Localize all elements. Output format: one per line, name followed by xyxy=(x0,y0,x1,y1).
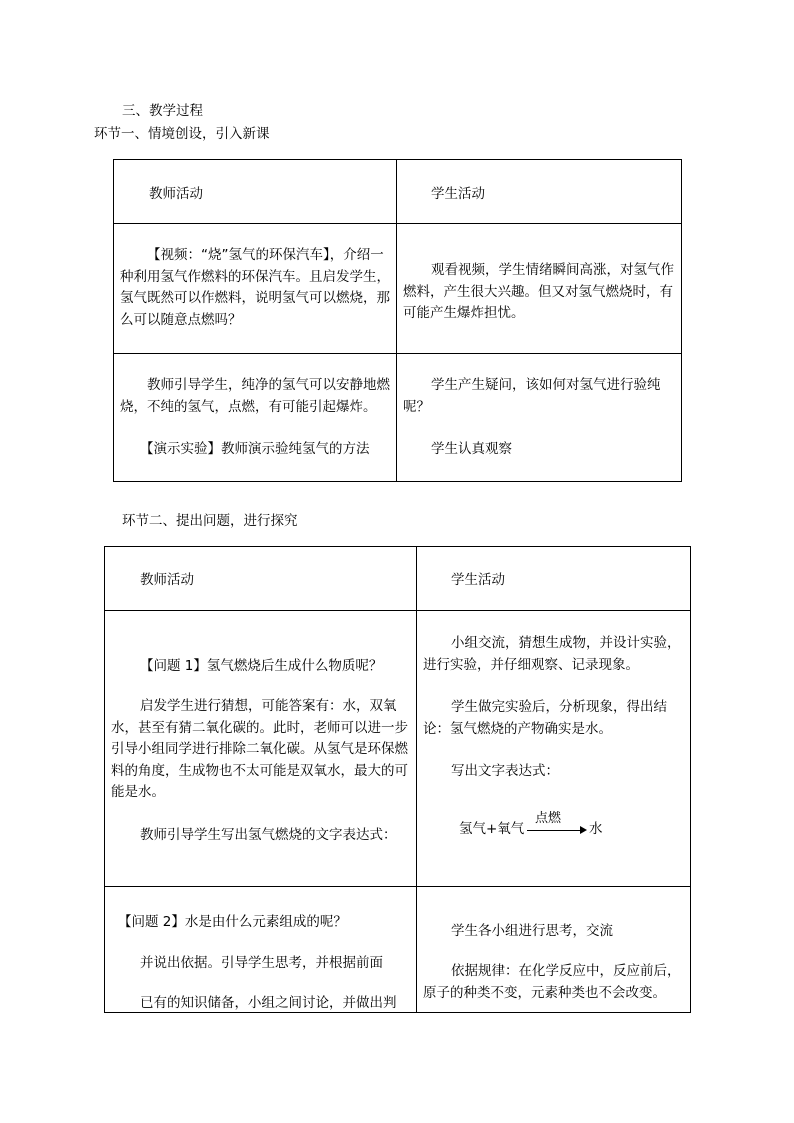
table-row xyxy=(105,887,691,1013)
teacher-cell xyxy=(105,887,417,1013)
header-teacher: 教师活动 xyxy=(149,186,203,202)
teacher-cell xyxy=(105,611,417,887)
equation-reactants: 氢气+氧气 xyxy=(459,821,525,837)
question-1: 【问题 1】氢气燃烧后生成什么物质呢？ xyxy=(140,658,383,674)
table-header-row xyxy=(114,160,682,224)
header-student: 学生活动 xyxy=(431,186,485,202)
row1-student-prompt: 写出文字表达式： xyxy=(451,763,559,779)
row1-teacher-text: 【视频：“烧”氢气的环保汽车】，介绍一种利用氢气作燃料的环保汽车。且启发学生，氢气既然可以作燃料，说明氢气可以燃烧，那么可以随意点燃吗？ xyxy=(120,247,390,328)
row1-teacher-text: 启发学生进行猜想，可能答案有：水，双氧水，甚至有猜二氧化碳的。此时，老师可以进一步引导小组同学进行排除二氧化碳。从氢气是环保燃料的角度，生成物也不太可能是双氧水，最大的可能是水。 xyxy=(111,698,408,800)
header-student: 学生活动 xyxy=(451,572,505,588)
row1-student-text: 小组交流，猜想生成物，并设计实验，进行实验，并仔细观察、记录现象。 xyxy=(423,635,681,673)
row2-student-text: 学生各小组进行思考，交流 xyxy=(451,923,613,939)
section-title: 三、教学过程 xyxy=(122,103,203,119)
stage1-heading: 环节一、情境创设，引入新课 xyxy=(94,126,270,142)
table-row xyxy=(114,354,682,482)
row1-student-conclusion: 学生做完实验后，分析现象，得出结论：氢气燃烧的产物确实是水。 xyxy=(423,699,667,737)
teacher-cell xyxy=(114,354,397,482)
stage2-heading: 环节二、提出问题，进行探究 xyxy=(122,513,298,529)
teacher-cell xyxy=(114,224,397,354)
row2-teacher-text: 并说出依据。引导学生思考，并根据前面 xyxy=(140,955,383,971)
header-cell xyxy=(397,160,682,224)
row2-teacher-text-cont: 已有的知识储备，小组之间讨论，并做出判 xyxy=(140,995,397,1011)
question-2: 【问题 2】水是由什么元素组成的呢？ xyxy=(118,914,347,930)
table-header-row xyxy=(105,547,691,611)
row2-student-rule: 依据规律：在化学反应中，反应前后，原子的种类不变，元素种类也不会改变。 xyxy=(423,963,681,1001)
reaction-arrow-line xyxy=(527,830,581,831)
row1-student-text: 观看视频，学生情绪瞬间高涨，对氢气作燃料，产生很大兴趣。但又对氢气燃烧时，有可能产生爆炸担忧。 xyxy=(403,262,674,321)
row2-student-text: 学生产生疑问，该如何对氢气进行验纯呢？ xyxy=(403,377,661,415)
student-cell xyxy=(397,224,682,354)
table-row xyxy=(114,224,682,354)
student-cell xyxy=(417,611,691,887)
row2-student-observe: 学生认真观察 xyxy=(431,441,512,457)
row2-teacher-text: 教师引导学生，纯净的氢气可以安静地燃烧，不纯的氢气，点燃，有可能引起爆炸。 xyxy=(120,377,390,415)
header-cell xyxy=(114,160,397,224)
student-cell xyxy=(397,354,682,482)
header-teacher: 教师活动 xyxy=(140,572,194,588)
stage2-table xyxy=(104,546,691,1013)
row2-teacher-demo: 【演示实验】教师演示验纯氢气的方法 xyxy=(140,441,370,457)
stage1-table xyxy=(113,159,682,482)
header-cell xyxy=(417,547,691,611)
equation-condition: 点燃 xyxy=(535,811,562,826)
student-cell xyxy=(417,887,691,1013)
equation-product: 水 xyxy=(589,821,603,837)
arrow-head-icon xyxy=(580,826,587,834)
row1-teacher-prompt: 教师引导学生写出氢气燃烧的文字表达式： xyxy=(140,827,397,843)
header-cell xyxy=(105,547,417,611)
table-row xyxy=(105,611,691,887)
